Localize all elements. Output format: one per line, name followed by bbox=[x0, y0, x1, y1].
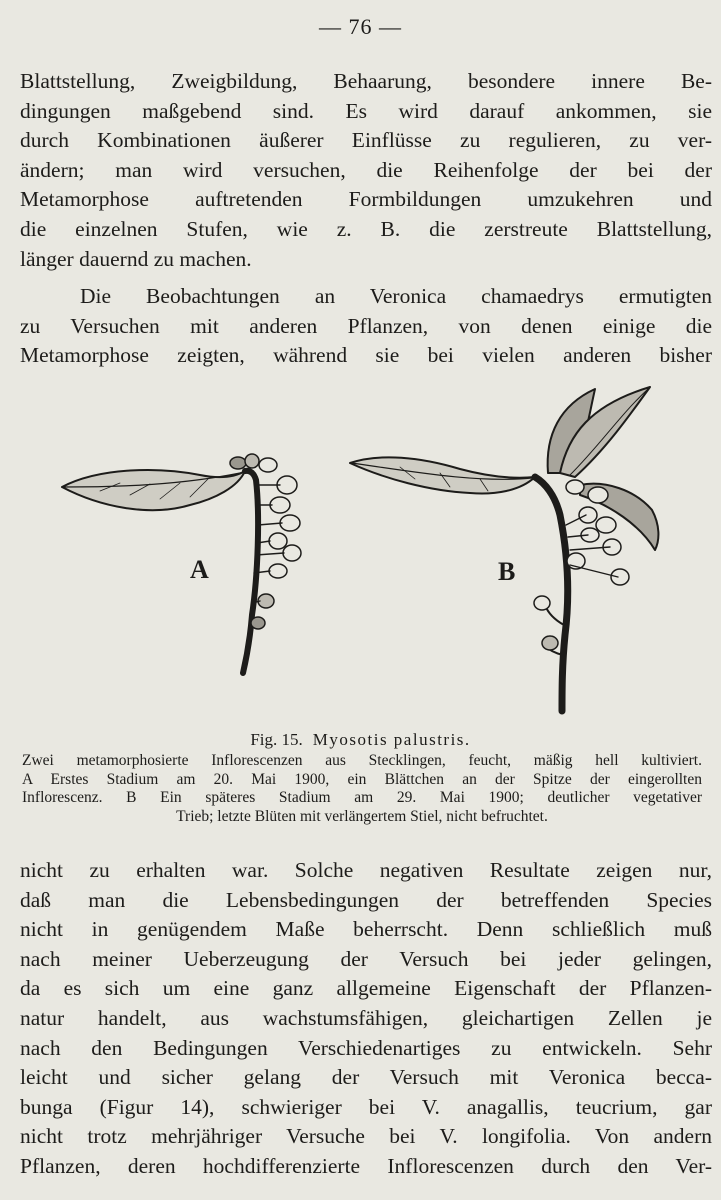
text-line: nach meiner Ueberzeugung der Versuch bei jeder gelingen, bbox=[20, 946, 712, 971]
text-line: nicht trotz mehrjähriger Versuche bei V. longifolia. Von andern bbox=[20, 1124, 712, 1149]
text-line: zu Versuchen mit anderen Pflanzen, von denen einige die bbox=[20, 313, 712, 338]
text-line: die einzelnen Stufen, wie z. B. die zerstreute Blattstellung, bbox=[20, 216, 712, 241]
text-line: ändern; man wird versuchen, die Reihenfolge der bei der bbox=[20, 157, 712, 182]
text-line: nach den Bedingungen Verschiedenartiges zu entwickeln. Sehr bbox=[20, 1035, 712, 1060]
paragraph-top bbox=[20, 67, 712, 274]
text-line: bunga (Figur 14), schwieriger bei V. anagallis, teucrium, gar bbox=[20, 1094, 712, 1119]
text-line: Die Beobachtungen an Veronica chamaedrys ermutigten bbox=[80, 284, 712, 308]
figure-species: Myosotis palustris. bbox=[312, 730, 471, 749]
text-line: daß man die Lebensbedingungen der betreffenden Species bbox=[20, 887, 712, 912]
figure-caption-body bbox=[22, 752, 702, 826]
figure-caption-title bbox=[0, 730, 721, 750]
plant-illustration bbox=[40, 375, 700, 720]
figure-label-a: A bbox=[190, 555, 209, 584]
text-line: nicht zu erhalten war. Solche negativen Resultate zeigen nur, bbox=[20, 858, 712, 882]
illustration-a bbox=[62, 454, 301, 673]
text-line: da es sich um eine ganz allgemeine Eigenschaft der Pflanzen- bbox=[20, 976, 712, 1001]
figure-myosotis bbox=[40, 375, 700, 720]
paragraph-middle bbox=[20, 282, 712, 371]
caption-line: Zwei metamorphosierte Inflorescenzen aus Stecklingen, feucht, mäßig hell kultiviert. bbox=[22, 752, 702, 769]
figure-number: Fig. 15. bbox=[250, 730, 303, 749]
text-line: Blattstellung, Zweigbildung, Behaarung, besondere innere Be- bbox=[20, 69, 712, 93]
paragraph-bottom bbox=[20, 856, 712, 1182]
text-line: nicht in genügendem Maße beherrscht. Denn schließlich muß bbox=[20, 917, 712, 942]
text-line: länger dauernd zu machen. bbox=[20, 246, 252, 271]
text-line: leicht und sicher gelang der Versuch mit Veronica becca- bbox=[20, 1065, 712, 1090]
illustration-b bbox=[350, 387, 658, 711]
text-line: durch Kombinationen äußerer Einflüsse zu regulieren, zu ver- bbox=[20, 128, 712, 153]
caption-line: A Erstes Stadium am 20. Mai 1900, ein Blättchen an der Spitze der eingerollten bbox=[22, 770, 702, 788]
text-line: natur handelt, aus wachstumsfähigen, gleichartigen Zellen je bbox=[20, 1005, 712, 1030]
text-line: Metamorphose zeigten, während sie bei vielen anderen bisher bbox=[20, 343, 712, 368]
caption-line: Inflorescenz. B Ein späteres Stadium am 29. Mai 1900; deutlicher vegetativer bbox=[22, 789, 702, 807]
caption-line: Trieb; letzte Blüten mit verlängertem Stiel, nicht befruchtet. bbox=[176, 807, 548, 825]
text-line: Metamorphose auftretenden Formbildungen umzukehren und bbox=[20, 187, 712, 212]
figure-label-b: B bbox=[498, 557, 516, 586]
text-line: dingungen maßgebend sind. Es wird darauf ankommen, sie bbox=[20, 98, 712, 123]
page-number: — 76 — bbox=[319, 14, 402, 39]
text-line: Pflanzen, deren hochdifferenzierte Inflorescenzen durch den Ver- bbox=[20, 1153, 712, 1178]
